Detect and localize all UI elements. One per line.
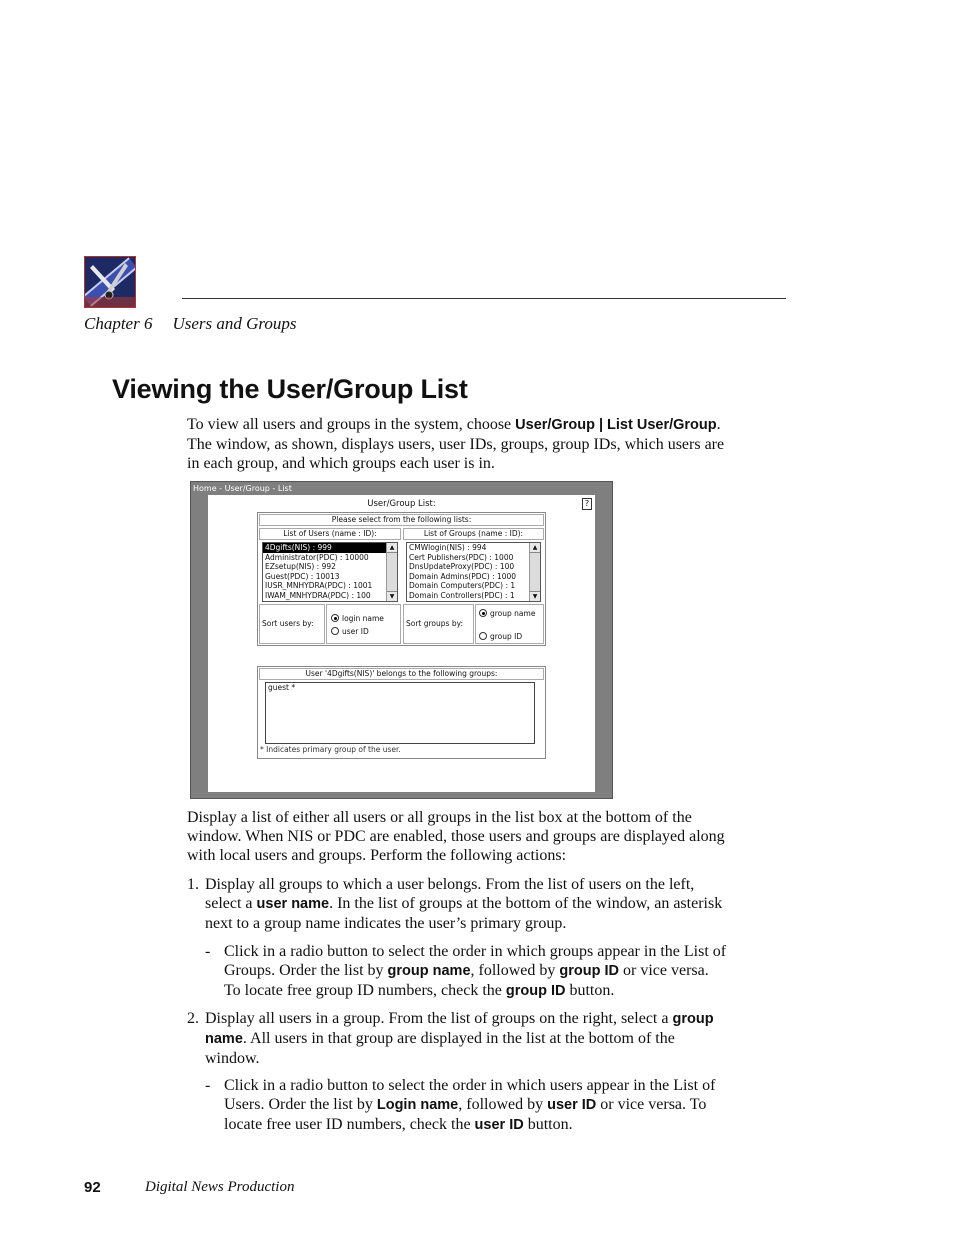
item-text: button. — [565, 982, 615, 999]
item-text: , followed by — [470, 962, 560, 979]
list-item[interactable]: Domain Admins(PDC) : 1000 — [409, 571, 517, 581]
chapter-title: Users and Groups — [172, 314, 297, 333]
list-item[interactable]: IWAM_MNHYDRA(PDC) : 100 — [265, 590, 371, 600]
sort-users-cell — [259, 604, 325, 644]
list-item[interactable]: guest * — [268, 683, 296, 692]
belongs-header: User '4Dgifts(NIS)' belongs to the following groups: — [259, 668, 544, 680]
radio-selected-icon[interactable] — [479, 609, 487, 617]
list-item[interactable]: Guest(PDC) : 10013 — [265, 571, 340, 581]
scroll-down-icon[interactable]: ▼ — [530, 591, 540, 601]
chapter-label: Chapter 6 — [84, 314, 153, 333]
item-text: button. — [523, 1116, 573, 1133]
list-item-2 — [205, 1009, 727, 1068]
radio-login-name[interactable] — [331, 613, 384, 624]
list-number-2: 2. — [187, 1010, 199, 1027]
sort-groups-options — [475, 604, 544, 644]
item-bold: Login name — [376, 1097, 459, 1113]
radio-user-id[interactable] — [331, 626, 369, 637]
sub-dash-1: - — [205, 943, 211, 960]
groups-header: List of Groups (name : ID): — [403, 528, 544, 540]
item-bold: group ID — [505, 983, 566, 999]
list-item[interactable]: Administrator(PDC) : 10000 — [265, 552, 369, 562]
users-scrollbar[interactable] — [386, 543, 397, 601]
list-item[interactable]: EZsetup(NIS) : 992 — [265, 562, 336, 571]
radio-group-id[interactable] — [479, 631, 522, 642]
belongs-table — [257, 666, 546, 759]
radio-group-name[interactable] — [479, 608, 535, 619]
book-title: Digital News Production — [145, 1179, 295, 1195]
item-bold: user ID — [474, 1117, 524, 1133]
scroll-up-icon[interactable]: ▲ — [530, 543, 540, 553]
item-text: . All users in that group are displayed in the list at the bottom of the window. — [205, 1030, 675, 1067]
groups-listbox[interactable] — [406, 542, 541, 602]
item-bold: user ID — [547, 1097, 597, 1113]
list-item[interactable]: Domain Computers(PDC) : 1 — [409, 581, 516, 590]
radio-label: group ID — [490, 632, 523, 641]
sort-groups-label: Sort groups by: — [406, 619, 464, 628]
radio-selected-icon[interactable] — [331, 614, 339, 622]
lists-table — [257, 512, 546, 646]
breadcrumb[interactable]: Home - User/Group - List — [193, 484, 292, 493]
running-header — [84, 314, 297, 334]
user-group-list-screenshot — [190, 481, 613, 799]
screenshot-panel — [208, 495, 595, 792]
list-item[interactable]: Cert Publishers(PDC) : 1000 — [409, 552, 514, 562]
users-listbox[interactable] — [262, 542, 398, 602]
sort-groups-cell — [403, 604, 474, 644]
belongs-listbox[interactable] — [265, 682, 535, 744]
item-text: or vice versa. To locate free group ID numbers, check the — [224, 962, 709, 999]
sort-users-label: Sort users by: — [262, 619, 314, 628]
item-text: . In the list of groups at the bottom of the window, an asterisk next to a group name indicates the user’s primary group. — [205, 895, 723, 932]
item-text: or vice versa. To locate free user ID numbers, check the — [224, 1096, 707, 1133]
radio-label: group name — [490, 609, 536, 618]
item-bold: user name — [256, 896, 330, 912]
instruction-row: Please select from the following lists: — [259, 514, 544, 526]
sub-item-1 — [224, 942, 727, 1001]
body-paragraph: Display a list of either all users or all groups in the list box at the bottom of the window. When NIS or PDC are enabled, those users and groups are displayed along with local users and groups. Perform the following actions: — [187, 809, 725, 864]
radio-icon[interactable] — [479, 632, 487, 640]
window-title: User/Group List: — [367, 499, 436, 509]
intro-text-cont: . The window, as shown, displays users, user IDs, groups, group IDs, which users are in each group, and which groups each user is in. — [187, 416, 725, 472]
list-item[interactable]: IUSR_MNHYDRA(PDC) : 1001 — [265, 581, 373, 590]
sub-item-2 — [224, 1076, 727, 1135]
menu-path: User/Group | List User/Group — [515, 417, 717, 433]
list-number-1: 1. — [187, 876, 199, 893]
radio-label: user ID — [342, 627, 369, 636]
header-rule — [182, 298, 786, 299]
item-bold: group ID — [559, 963, 619, 979]
section-title: Viewing the User/Group List — [112, 374, 468, 404]
item-text: Display all users in a group. From the list of groups on the right, select a — [205, 1010, 673, 1027]
intro-paragraph — [187, 415, 727, 473]
sub-dash-2: - — [205, 1077, 211, 1094]
item-bold: group name — [205, 1011, 714, 1047]
scroll-up-icon[interactable]: ▲ — [387, 543, 397, 553]
item-text: Display all groups to which a user belongs. From the list of users on the left, select a — [205, 876, 695, 912]
radio-label: login name — [342, 614, 384, 623]
item-text: , followed by — [458, 1096, 548, 1113]
list-item-1 — [205, 875, 727, 933]
item-text: Click in a radio button to select the order in which groups appear in the List of Groups. Order the list by — [224, 943, 727, 979]
list-item[interactable]: DnsUpdateProxy(PDC) : 100 — [409, 562, 515, 571]
sort-users-options — [326, 604, 401, 644]
help-icon[interactable]: ? — [582, 498, 592, 510]
film-logo-icon — [84, 256, 136, 308]
users-header: List of Users (name : ID): — [259, 528, 401, 540]
list-item[interactable]: CMWlogin(NIS) : 994 — [409, 543, 487, 552]
primary-group-footnote: * Indicates primary group of the user. — [260, 745, 401, 754]
list-item[interactable]: 4Dgifts(NIS) : 999 — [263, 543, 397, 553]
list-item[interactable]: Domain Controllers(PDC) : 1 — [409, 590, 515, 600]
radio-icon[interactable] — [331, 627, 339, 635]
item-text: Click in a radio button to select the order in which users appear in the List of Users. Order the list by — [224, 1077, 716, 1113]
groups-scrollbar[interactable] — [529, 543, 540, 601]
scroll-down-icon[interactable]: ▼ — [387, 591, 397, 601]
intro-text: To view all users and groups in the system, choose — [187, 416, 516, 433]
page-number: 92 — [84, 1179, 101, 1196]
item-bold: group name — [387, 963, 471, 979]
